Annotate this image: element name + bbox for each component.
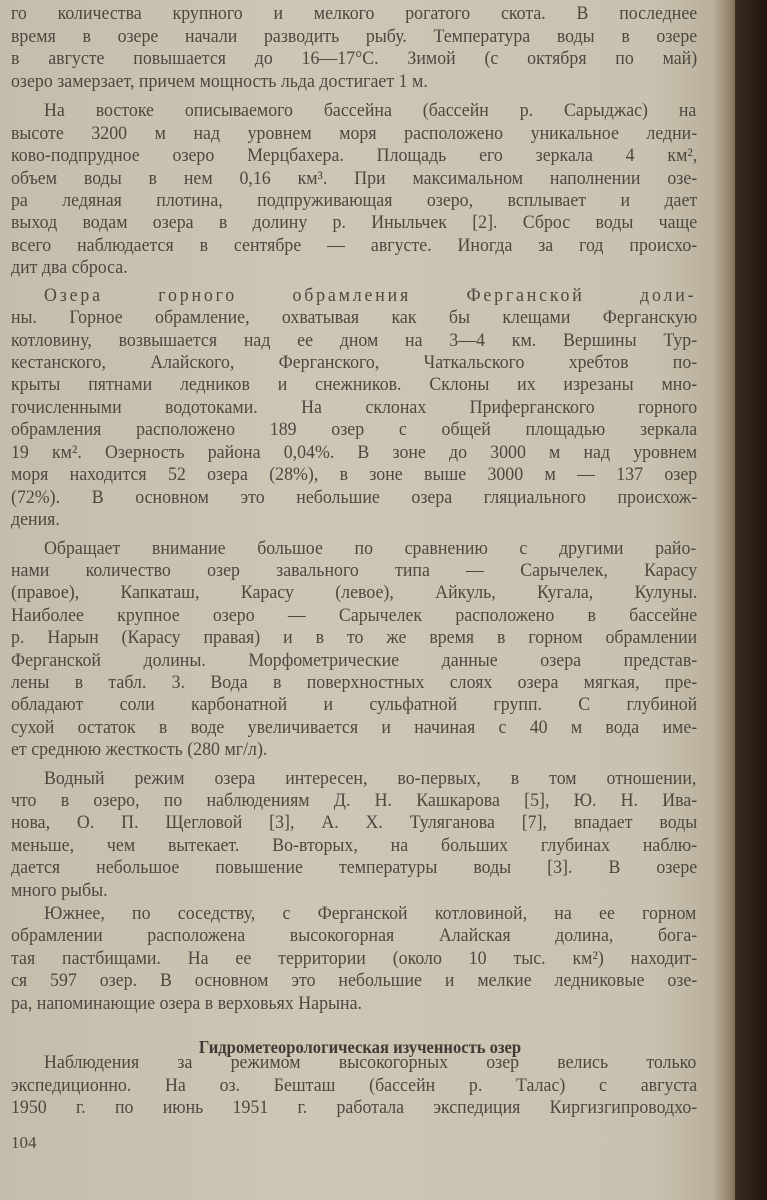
text-line: дается небольшое повышение температуры воды [3]. В озере [11,857,698,878]
text-line: обрамлении расположена высокогорная Алайская долина, бога- [11,925,698,946]
text-line: кестанского, Алайского, Ферганского, Чаткальского хребтов по- [11,352,698,373]
text-line: время в озере начали разводить рыбу. Температура воды в озере [11,26,698,47]
text-line: сухой остаток в воде увеличивается и начиная с 40 м вода име- [11,717,698,738]
text-line: Озера горного обрамления Ферганской доли- [44,285,697,306]
text-line: (правое), Капкаташ, Карасу (левое), Айкуль, Кугала, Кулуны. [11,582,698,603]
text-line: моря находится 52 озера (28%), в зоне выше 3000 м — 137 озер [11,464,698,485]
text-line: 1950 г. по июнь 1951 г. работала экспедиция Киргизгипроводхо- [11,1097,698,1118]
text-line: дения. [11,509,60,530]
text-line: объем воды в нем 0,16 км³. При максимальном наполнении озе- [11,168,698,189]
text-line: котловину, возвышается над ее дном на 3—4 км. Вершины Тур- [11,330,698,351]
text-line: что в озеро, по наблюдениям Д. Н. Кашкарова [5], Ю. Н. Ива- [11,790,698,811]
text-line: ра ледяная плотина, подпруживающая озеро, всплывает и дает [11,190,698,211]
text-line: Южнее, по соседству, с Ферганской котловиной, на ее горном [44,903,697,924]
text-line: Наиболее крупное озеро — Сарычелек расположено в бассейне [11,605,698,626]
text-line: нами количество озер завального типа — Сарычелек, Карасу [11,560,698,581]
text-line: ет среднюю жесткость (280 мг/л). [11,739,268,760]
text-line: озеро замерзает, причем мощность льда достигает 1 м. [11,71,428,92]
text-line: обрамления расположено 189 озер с общей площадью зеркала [11,419,698,440]
page-number: 104 [11,1133,37,1152]
text-line: ся 597 озер. В основном это небольшие и мелкие ледниковые озе- [11,970,698,991]
text-line: в августе повышается до 16—17°С. Зимой (с октября по май) [11,48,698,69]
text-line: Водный режим озера интересен, во-первых, в том отношении, [44,768,697,789]
text-line: меньше, чем вытекает. Во-вторых, на больших глубинах наблю- [11,835,698,856]
text-line: обладают соли карбонатной и сульфатной групп. С глубиной [11,694,698,715]
text-line: ково-подпрудное озеро Мерцбахера. Площадь его зеркала 4 км², [11,145,698,166]
text-line: (72%). В основном это небольшие озера гляциального происхож- [11,487,698,508]
text-line: экспедиционно. На оз. Бешташ (бассейн р. Талас) с августа [11,1075,698,1096]
text-line: 19 км². Озерность района 0,04%. В зоне до 3000 м над уровнем [11,442,698,463]
book-spine [735,0,767,1200]
text-line: ны. Горное обрамление, охватывая как бы клещами Ферганскую [11,307,698,328]
text-line: крыты пятнами ледников и снежников. Склоны их изрезаны мно- [11,374,698,395]
section-heading: Гидрометеорологическая изученность озер [198,1037,522,1057]
text-line: высоте 3200 м над уровнем моря расположено уникальное ледни- [11,123,698,144]
text-line: Ферганской долины. Морфометрические данные озера представ- [11,650,698,671]
text-line: го количества крупного и мелкого рогатого скота. В последнее [11,3,698,24]
text-line: тая пастбищами. На ее территории (около 10 тыс. км²) находит- [11,948,698,969]
text-line: ра, напоминающие озера в верховьях Нарына. [11,993,362,1014]
text-line: Обращает внимание большое по сравнению с другими райо- [44,538,697,559]
text-line: всего наблюдается в сентябре — августе. Иногда за год происхо- [11,235,698,256]
text-line: нова, О. П. Щегловой [3], А. Х. Туляганова [7], впадает воды [11,812,698,833]
text-line: р. Нарын (Карасу правая) и в то же время в горном обрамлении [11,627,698,648]
text-line: много рыбы. [11,880,108,901]
text-line: На востоке описываемого бассейна (бассейн р. Сарыджас) на [44,100,697,121]
text-line: Наблюдения за режимом высокогорных озер велись только [44,1052,697,1073]
text-line: выход водам озера в долину р. Иныльчек [2]. Сброс воды чаще [11,212,698,233]
text-line: лены в табл. 3. Вода в поверхностных слоях озера мягкая, пре- [11,672,698,693]
text-line: дит два сброса. [11,257,128,278]
text-line: гочисленными водотоками. На склонах Приферганского горного [11,397,698,418]
